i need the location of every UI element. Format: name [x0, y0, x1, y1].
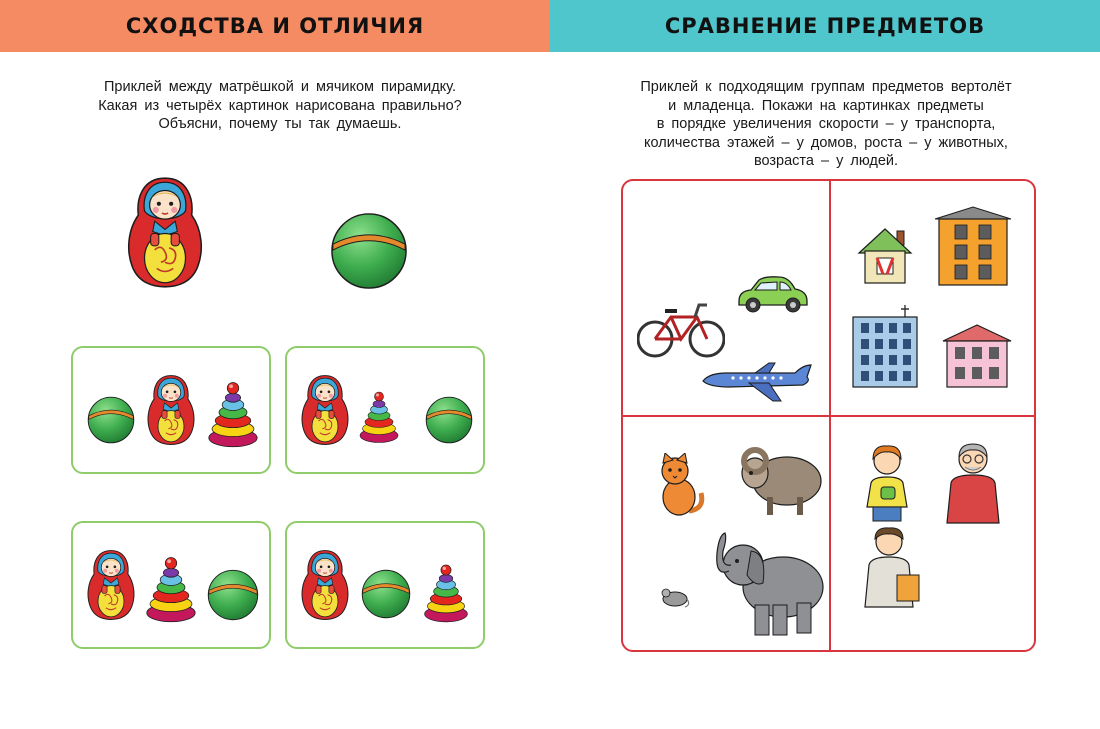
car-icon	[735, 275, 811, 315]
matryoshka-icon	[299, 374, 351, 446]
instruction-line: Какая из четырёх картинок нарисована правильно?	[98, 97, 462, 114]
left-page-header	[0, 0, 550, 52]
elephant-icon	[711, 531, 827, 637]
pyramid-icon	[145, 553, 197, 623]
choice-box-1[interactable]	[71, 346, 271, 474]
ball-icon	[330, 212, 408, 290]
choice-box-2[interactable]	[285, 346, 485, 474]
small-house-icon	[857, 225, 913, 285]
right-page-header	[550, 0, 1100, 52]
instruction-line: в порядке увеличения скорости – у транспорта,	[656, 116, 996, 132]
ball-icon	[207, 569, 259, 621]
choice-box-4[interactable]	[285, 521, 485, 649]
blue-building-icon	[849, 305, 921, 389]
instruction-line: Объясни, почему ты так думаешь.	[158, 116, 402, 132]
pink-house-icon	[941, 323, 1013, 389]
elderly-man-icon	[943, 441, 1003, 525]
instruction-line: возраста – у людей.	[753, 153, 899, 169]
transport-group[interactable]	[623, 181, 829, 415]
instruction-line: и младенца. Покажи на картинках предметы	[668, 97, 984, 114]
houses-group[interactable]	[831, 181, 1036, 415]
ball-icon	[425, 396, 473, 444]
instruction-line: Приклей между матрёшкой и мячиком пирамидку.	[104, 79, 456, 95]
ball-icon	[87, 396, 135, 444]
left-page-title: СХОДСТВА И ОТЛИЧИЯ	[125, 14, 425, 38]
right-instruction	[606, 78, 1046, 171]
bicycle-icon	[637, 297, 725, 361]
right-page-title: СРАВНЕНИЕ ПРЕДМЕТОВ	[664, 14, 986, 38]
pyramid-icon	[359, 388, 399, 444]
choice-box-3[interactable]	[71, 521, 271, 649]
matryoshka-icon	[124, 176, 206, 289]
boy-icon	[859, 443, 915, 523]
pyramid-icon	[207, 378, 259, 448]
matryoshka-icon	[85, 549, 137, 621]
mouse-icon	[655, 587, 691, 609]
teen-icon	[861, 525, 923, 609]
instruction-line: количества этажей – у домов, роста – у животных,	[644, 134, 1008, 151]
left-instruction	[70, 78, 490, 134]
orange-building-icon	[933, 205, 1013, 287]
matryoshka-icon	[145, 374, 197, 446]
people-group[interactable]	[831, 417, 1036, 652]
airplane-icon	[699, 361, 817, 405]
animals-group[interactable]	[623, 417, 829, 652]
ball-icon	[361, 569, 411, 619]
comparison-grid	[621, 179, 1036, 652]
ram-icon	[733, 443, 823, 517]
pyramid-icon	[423, 561, 469, 623]
instruction-line: Приклей к подходящим группам предметов вертолёт	[640, 79, 1012, 95]
cat-icon	[651, 453, 707, 517]
matryoshka-icon	[299, 549, 351, 621]
